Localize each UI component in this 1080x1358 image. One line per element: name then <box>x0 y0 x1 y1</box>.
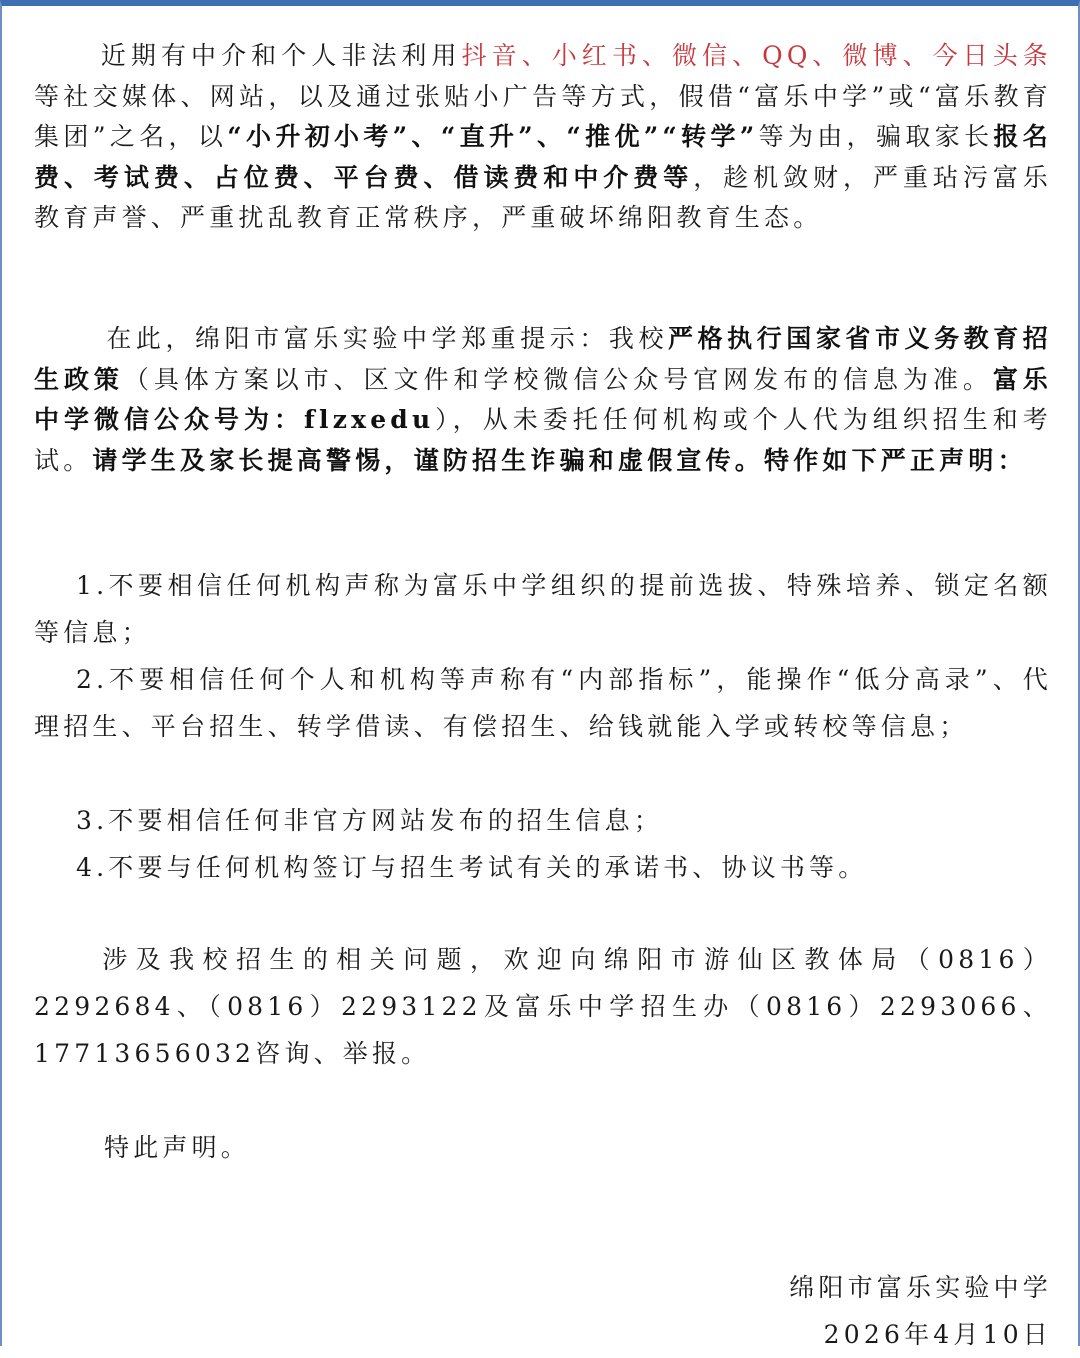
issuer-signature: 绵阳市富乐实验中学 <box>789 1273 1052 1302</box>
intro-text-d: ，趁机敛财，严重玷污富乐教育声誉、严重扰乱教育正常秩序，严重破坏绵阳教育生态。 <box>34 162 1053 232</box>
platform-list: 抖音、小红书、微信、QQ、微博、今日头条 <box>461 41 1052 70</box>
intro-text-c: 等为由，骗取家长 <box>758 122 994 151</box>
declaration-item-1: 1.不要相信任何机构声称为富乐中学组织的提前选拔、特殊培养、锁定名额等信息； <box>34 571 1052 647</box>
closing-statement: 特此声明。 <box>104 1133 251 1162</box>
warning-statement: 请学生及家长提高警惕，谨防招生诈骗和虚假宣传。特作如下严正声明： <box>92 445 1027 475</box>
reminder-text-a: 在此，绵阳市富乐实验中学郑重提示：我校 <box>106 324 669 353</box>
declaration-item-2: 2.不要相信任何个人和机构等声称有“内部指标”，能操作“低分高录”、代理招生、平台招生、转学借读、有偿招生、给钱就能入学或转校等信息； <box>34 665 1052 741</box>
reminder-paragraph <box>34 319 1052 481</box>
contact-paragraph: 涉及我校招生的相关问题，欢迎向绵阳市游仙区教体局（0816）2292684、（0816）2293122及富乐中学招生办（0816）2293066、17713656032咨询、举报。 <box>34 945 1052 1068</box>
intro-text-a: 近期有中介和个人非法利用 <box>100 41 462 70</box>
intro-paragraph <box>34 36 1052 239</box>
wechat-account: 富乐中学微信公众号为：flzxedu <box>34 364 1052 434</box>
intro-text-b: 等社交媒体、网站，以及通过张贴小广告等方式，假借“富乐中学”或“富乐教育集团”之名，以 <box>34 81 1052 151</box>
declaration-item-4: 4.不要与任何机构签订与招生考试有关的承诺书、协议书等。 <box>76 853 868 882</box>
reminder-text-c: ），从未委托任何机构或个人代为组织招生和考试。 <box>34 405 1052 475</box>
reminder-text-b: （具体方案以市、区文件和学校微信公众号官网发布的信息为准。 <box>123 364 993 394</box>
pretext-list: “小升初小考”、“直升”、“推优”“转学” <box>227 122 759 151</box>
fee-list: 报名费、考试费、占位费、平台费、借读费和中介费等 <box>34 122 1052 192</box>
policy-statement: 严格执行国家省市义务教育招生政策 <box>34 324 1052 394</box>
issue-date: 2026年4月10日 <box>823 1320 1052 1349</box>
declaration-item-3: 3.不要相信任何非官方网站发布的招生信息； <box>76 806 664 835</box>
